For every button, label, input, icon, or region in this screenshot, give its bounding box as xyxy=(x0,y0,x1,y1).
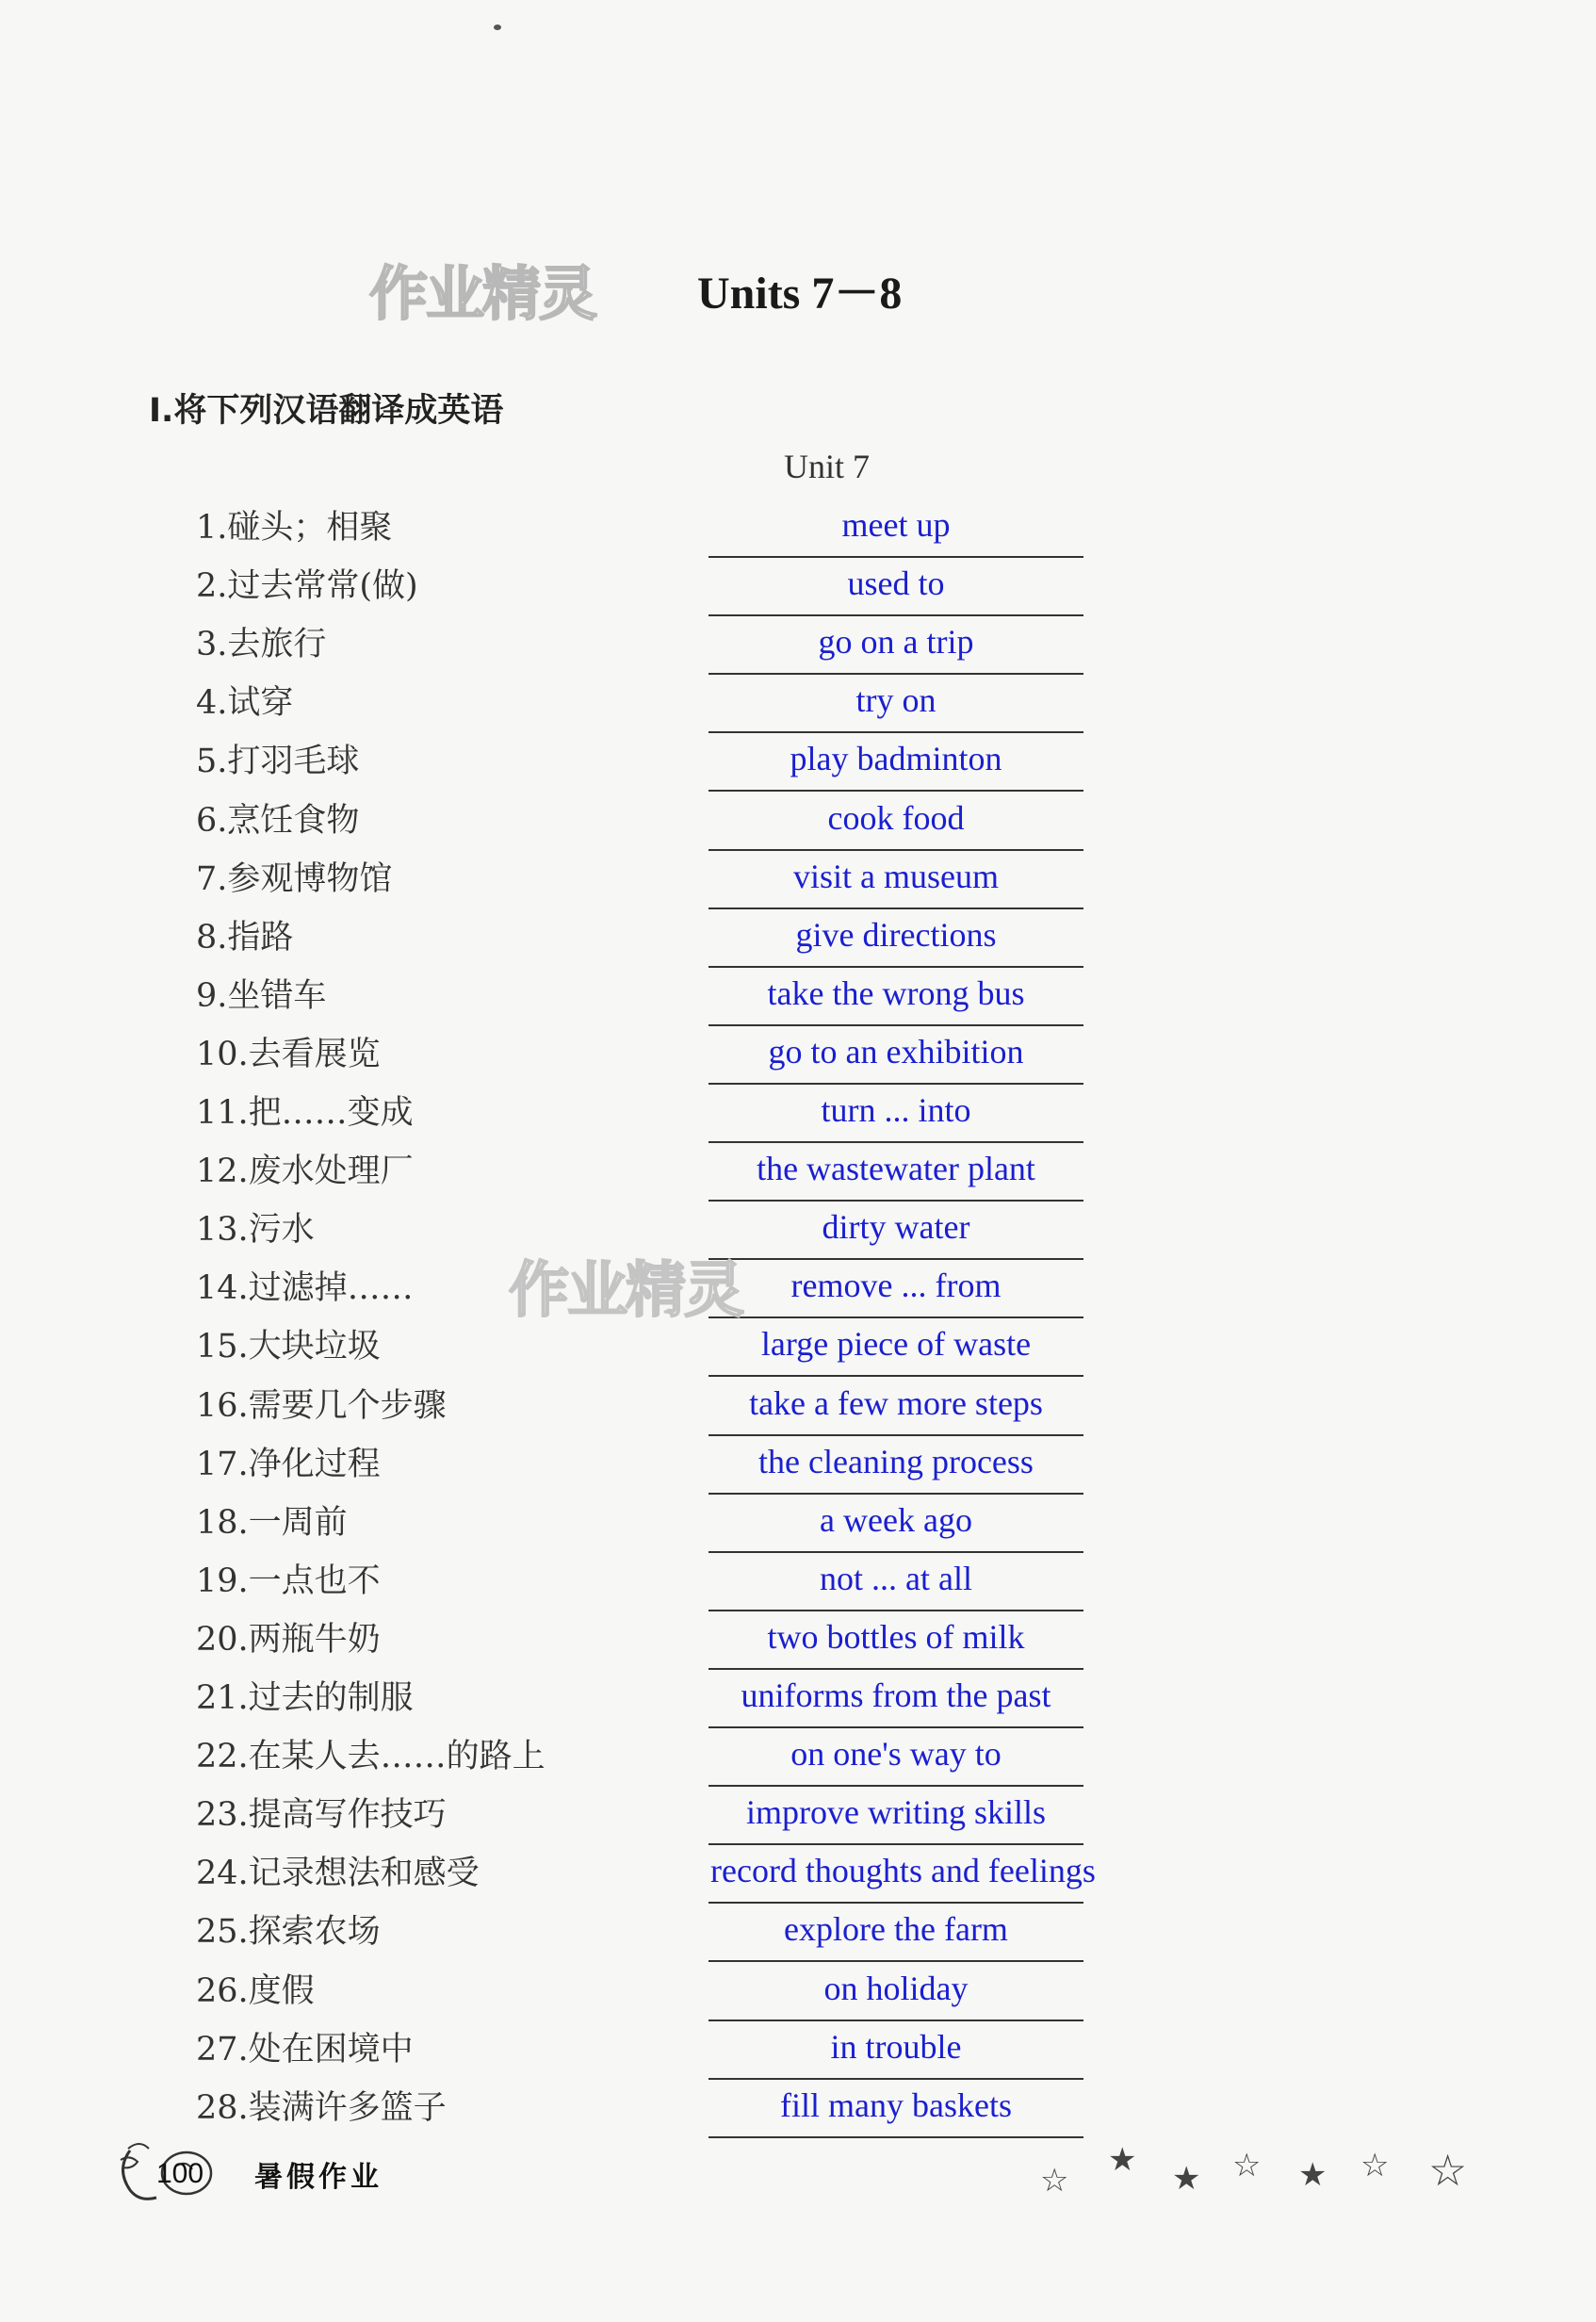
list-item xyxy=(0,1965,1596,2023)
chinese-phrase: 15.大块垃圾 xyxy=(196,1328,381,1366)
english-answer: meet up xyxy=(841,506,951,544)
answer-underline xyxy=(708,1141,1083,1143)
list-item xyxy=(0,911,1596,970)
chinese-phrase: 20.两瓶牛奶 xyxy=(196,1620,381,1659)
page-title: Units 7－8 xyxy=(697,269,903,319)
list-item xyxy=(0,1203,1596,1262)
english-answer: in trouble xyxy=(830,2027,962,2066)
english-answer: try on xyxy=(855,681,936,720)
chinese-phrase: 25.探索农场 xyxy=(196,1913,381,1952)
list-item xyxy=(0,1145,1596,1203)
answer-underline xyxy=(708,1726,1083,1728)
english-answer: improve writing skills xyxy=(746,1793,1046,1832)
chinese-phrase: 12.废水处理厂 xyxy=(196,1153,414,1191)
list-item xyxy=(0,1613,1596,1672)
english-answer: visit a museum xyxy=(793,857,999,895)
list-item xyxy=(0,735,1596,793)
answer-underline xyxy=(708,1551,1083,1553)
answer-underline xyxy=(708,614,1083,616)
english-answer: remove ... from xyxy=(790,1267,1002,1305)
chinese-phrase: 28.装满许多篮子 xyxy=(196,2088,447,2127)
answer-underline xyxy=(708,908,1083,909)
chinese-phrase: 18.一周前 xyxy=(196,1503,348,1542)
list-item xyxy=(0,1672,1596,1730)
answer-underline xyxy=(708,1668,1083,1670)
page-number: 100 xyxy=(156,2158,204,2189)
english-answer: take the wrong bus xyxy=(767,973,1025,1012)
english-answer: play badminton xyxy=(790,740,1002,778)
answer-underline xyxy=(708,1024,1083,1026)
chinese-phrase: 16.需要几个步骤 xyxy=(196,1386,447,1425)
answer-underline xyxy=(708,1316,1083,1318)
answer-underline xyxy=(708,1902,1083,1904)
chinese-phrase: 11.把……变成 xyxy=(196,1094,414,1132)
answer-underline xyxy=(708,731,1083,733)
answer-underline xyxy=(708,1258,1083,1260)
list-item xyxy=(0,1847,1596,1905)
answer-underline xyxy=(708,673,1083,675)
chinese-phrase: 19.一点也不 xyxy=(196,1562,381,1600)
answer-underline xyxy=(708,556,1083,558)
list-item xyxy=(0,677,1596,735)
chinese-phrase: 8.指路 xyxy=(196,918,294,957)
list-item xyxy=(0,970,1596,1028)
star-outline-icon: ☆ xyxy=(1232,2147,1262,2184)
chinese-phrase: 24.记录想法和感受 xyxy=(196,1855,480,1893)
english-answer: dirty water xyxy=(822,1208,970,1247)
chinese-phrase: 13.污水 xyxy=(196,1211,315,1250)
chinese-phrase: 9.坐错车 xyxy=(196,976,327,1015)
english-answer: go on a trip xyxy=(818,623,974,662)
chinese-phrase: 23.提高写作技巧 xyxy=(196,1796,447,1835)
footer-label: 暑假作业 xyxy=(254,2161,383,2194)
chinese-phrase: 10.去看展览 xyxy=(196,1035,381,1073)
answer-underline xyxy=(708,1083,1083,1085)
unit-subheading: Unit 7 xyxy=(784,448,871,485)
answer-underline xyxy=(708,1493,1083,1495)
english-answer: take a few more steps xyxy=(749,1383,1043,1422)
chinese-phrase: 1.碰头；相聚 xyxy=(196,509,393,547)
list-item xyxy=(0,1730,1596,1789)
list-item xyxy=(0,1555,1596,1613)
answer-underline xyxy=(708,1610,1083,1611)
list-item xyxy=(0,1905,1596,1964)
star-outline-icon: ☆ xyxy=(1040,2162,1069,2199)
chinese-phrase: 4.试穿 xyxy=(196,684,294,723)
answer-underline xyxy=(708,849,1083,851)
answer-underline xyxy=(708,790,1083,792)
answer-underline xyxy=(708,1200,1083,1202)
english-answer: cook food xyxy=(827,798,965,837)
answer-underline xyxy=(708,2136,1083,2138)
english-answer: record thoughts and feelings xyxy=(710,1852,1096,1890)
english-answer: the wastewater plant xyxy=(757,1150,1035,1188)
list-item xyxy=(0,1087,1596,1145)
english-answer: used to xyxy=(847,564,945,603)
chinese-phrase: 2.过去常常(做) xyxy=(196,567,418,606)
chinese-phrase: 26.度假 xyxy=(196,1971,315,2010)
english-answer: on holiday xyxy=(823,1969,969,2007)
chinese-phrase: 22.在某人去……的路上 xyxy=(196,1738,546,1776)
chinese-phrase: 14.过滤掉…… xyxy=(196,1269,414,1308)
english-answer: uniforms from the past xyxy=(741,1676,1051,1714)
list-item xyxy=(0,1789,1596,1847)
list-item xyxy=(0,501,1596,560)
chinese-phrase: 3.去旅行 xyxy=(196,626,327,664)
english-answer: large piece of waste xyxy=(760,1325,1032,1364)
english-answer: give directions xyxy=(795,915,997,954)
star-filled-icon: ★ xyxy=(1298,2156,1327,2194)
english-answer: explore the farm xyxy=(784,1910,1008,1949)
star-filled-icon: ★ xyxy=(1108,2141,1137,2179)
chinese-phrase: 27.处在困境中 xyxy=(196,2030,414,2069)
list-item xyxy=(0,618,1596,677)
english-answer: go to an exhibition xyxy=(768,1032,1024,1071)
star-filled-icon: ★ xyxy=(1172,2160,1201,2198)
scan-speck xyxy=(494,25,501,30)
chinese-phrase: 5.打羽毛球 xyxy=(196,743,360,781)
list-item xyxy=(0,560,1596,618)
chinese-phrase: 7.参观博物馆 xyxy=(196,859,393,898)
english-answer: not ... at all xyxy=(820,1559,972,1597)
list-item xyxy=(0,2023,1596,2082)
chinese-phrase: 21.过去的制服 xyxy=(196,1679,414,1717)
answer-underline xyxy=(708,1434,1083,1436)
star-outline-icon: ☆ xyxy=(1428,2145,1468,2196)
english-answer: the cleaning process xyxy=(758,1442,1034,1480)
english-answer: turn ... into xyxy=(821,1091,971,1129)
list-item xyxy=(0,853,1596,911)
list-item xyxy=(0,1320,1596,1379)
list-item xyxy=(0,794,1596,853)
star-outline-icon: ☆ xyxy=(1360,2147,1390,2184)
chinese-phrase: 6.烹饪食物 xyxy=(196,801,360,840)
answer-underline xyxy=(708,2019,1083,2021)
english-answer: on one's way to xyxy=(790,1735,1002,1774)
list-item xyxy=(0,2082,1596,2140)
list-item xyxy=(0,1262,1596,1320)
chinese-phrase: 17.净化过程 xyxy=(196,1445,381,1483)
list-item xyxy=(0,1028,1596,1087)
answer-underline xyxy=(708,1785,1083,1787)
list-item xyxy=(0,1438,1596,1496)
english-answer: a week ago xyxy=(820,1500,972,1539)
answer-underline xyxy=(708,966,1083,968)
watermark-middle: 作业精灵 xyxy=(509,1256,742,1326)
english-answer: fill many baskets xyxy=(780,2085,1012,2124)
answer-underline xyxy=(708,1960,1083,1962)
watermark-top: 作业精灵 xyxy=(369,259,596,328)
section-heading: Ⅰ.将下列汉语翻译成英语 xyxy=(149,392,504,430)
list-item xyxy=(0,1496,1596,1555)
answer-underline xyxy=(708,1375,1083,1377)
answer-underline xyxy=(708,1843,1083,1845)
english-answer: two bottles of milk xyxy=(767,1617,1025,1656)
list-item xyxy=(0,1380,1596,1438)
answer-underline xyxy=(708,2078,1083,2080)
